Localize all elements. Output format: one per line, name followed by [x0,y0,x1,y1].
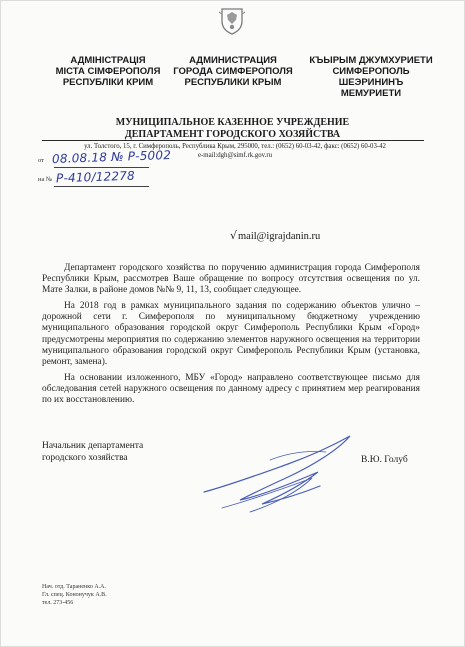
body-paragraph: Департамент городского хозяйства по поручению администрация города Симферополя Республики Крым, рассмотрев Ваше обращение по вопросу отсутствия освещения по ул. Мате Залки, в районе домов №№ 9, 11, 13, сообщает следующее. [42,263,420,296]
header-left-line: РЕСПУБЛІКИ КРИМ [62,77,154,88]
header-right-line: КЪЫРЫМ ДЖУМХУРИЕТИ [309,55,433,66]
registration-ref-row [38,176,56,183]
header-center-line: ГОРОДА СИМФЕРОПОЛЯ [173,66,293,77]
body-paragraph: На 2018 год в рамках муниципального задания по содержанию объектов улично – дорожной сети г. Симферополя по муниципальному бюджетному учреждению муниципального образования городской округ Симферополь Республики Крым «Город» предусмотрены мероприятия по содержанию элементов наружного освещения на территории муниципального образования городской округ Симферополь Республики Крым (установка, ремонт, замена). [42,301,420,367]
executor-line: Гл. спец. Кононучук А.В. [42,592,107,599]
signatory-title-line2: городского хозяйства [42,452,128,463]
executor-phone: тел. 273-456 [42,600,74,607]
header-right-line: СИМФЕРОПОЛЬ [332,66,410,77]
header-ukrainian [38,55,178,88]
handwritten-reference-number: Р-410/12278 [55,168,136,186]
header-divider [42,140,424,141]
header-center-line: АДМИНИСТРАЦИЯ [189,55,277,66]
registration-ref-label: на № [38,176,53,183]
letter-body [42,263,420,411]
check-mark-icon: √ [230,229,238,242]
registration-date-label: от [38,157,45,164]
header-russian [168,55,298,88]
handwritten-signature [200,430,360,520]
header-left-line: МІСТА СІМФЕРОПОЛЯ [55,66,161,77]
executor-line: Нач. отд. Тараненко А.А. [42,584,106,590]
registration-ref-line [54,186,149,187]
header-left-line: АДМІНІСТРАЦІЯ [70,55,146,66]
header-center-line: РЕСПУБЛИКИ КРЫМ [184,77,282,88]
executor-info [42,583,107,608]
coat-of-arms-icon [218,6,246,36]
signatory-name: В.Ю. Голуб [361,455,408,465]
signatory-title-line1: Начальник департамента [42,441,144,451]
organization-address: ул. Толстого, 15, г. Симферополь, Республика Крым, 295000, тел.: (0652) 60-03-42, факс: (0652) 60-03-42 [84,143,386,150]
header-crimean-tatar [300,55,442,99]
organization-line1: МУНИЦИПАЛЬНОЕ КАЗЕННОЕ УЧРЕЖДЕНИЕ [115,117,350,128]
body-paragraph: На основании изложенного, МБУ «Город» направлено соответствующее письмо для обследования сетей наружного освещения по данному адресу с принятием мер реагирования по их восстановлению. [42,372,420,406]
handwritten-date-number: 08.08.18 № Р-5002 [51,147,172,167]
header-right-line: МЕМУРИЕТИ [340,88,402,99]
signatory-title [42,441,143,464]
recipient-email [230,229,320,242]
recipient-email-address: mail@igrajdanin.ru [238,231,321,242]
header-right-line: ШЕЭРИНИНЪ [338,77,404,88]
registration-date-line [54,167,149,168]
organization-title [100,117,365,140]
organization-line2: ДЕПАРТАМЕНТ ГОРОДСКОГО ХОЗЯЙСТВА [124,128,341,140]
organization-email: e-mail:dgh@simf.rk.gov.ru [198,152,272,159]
